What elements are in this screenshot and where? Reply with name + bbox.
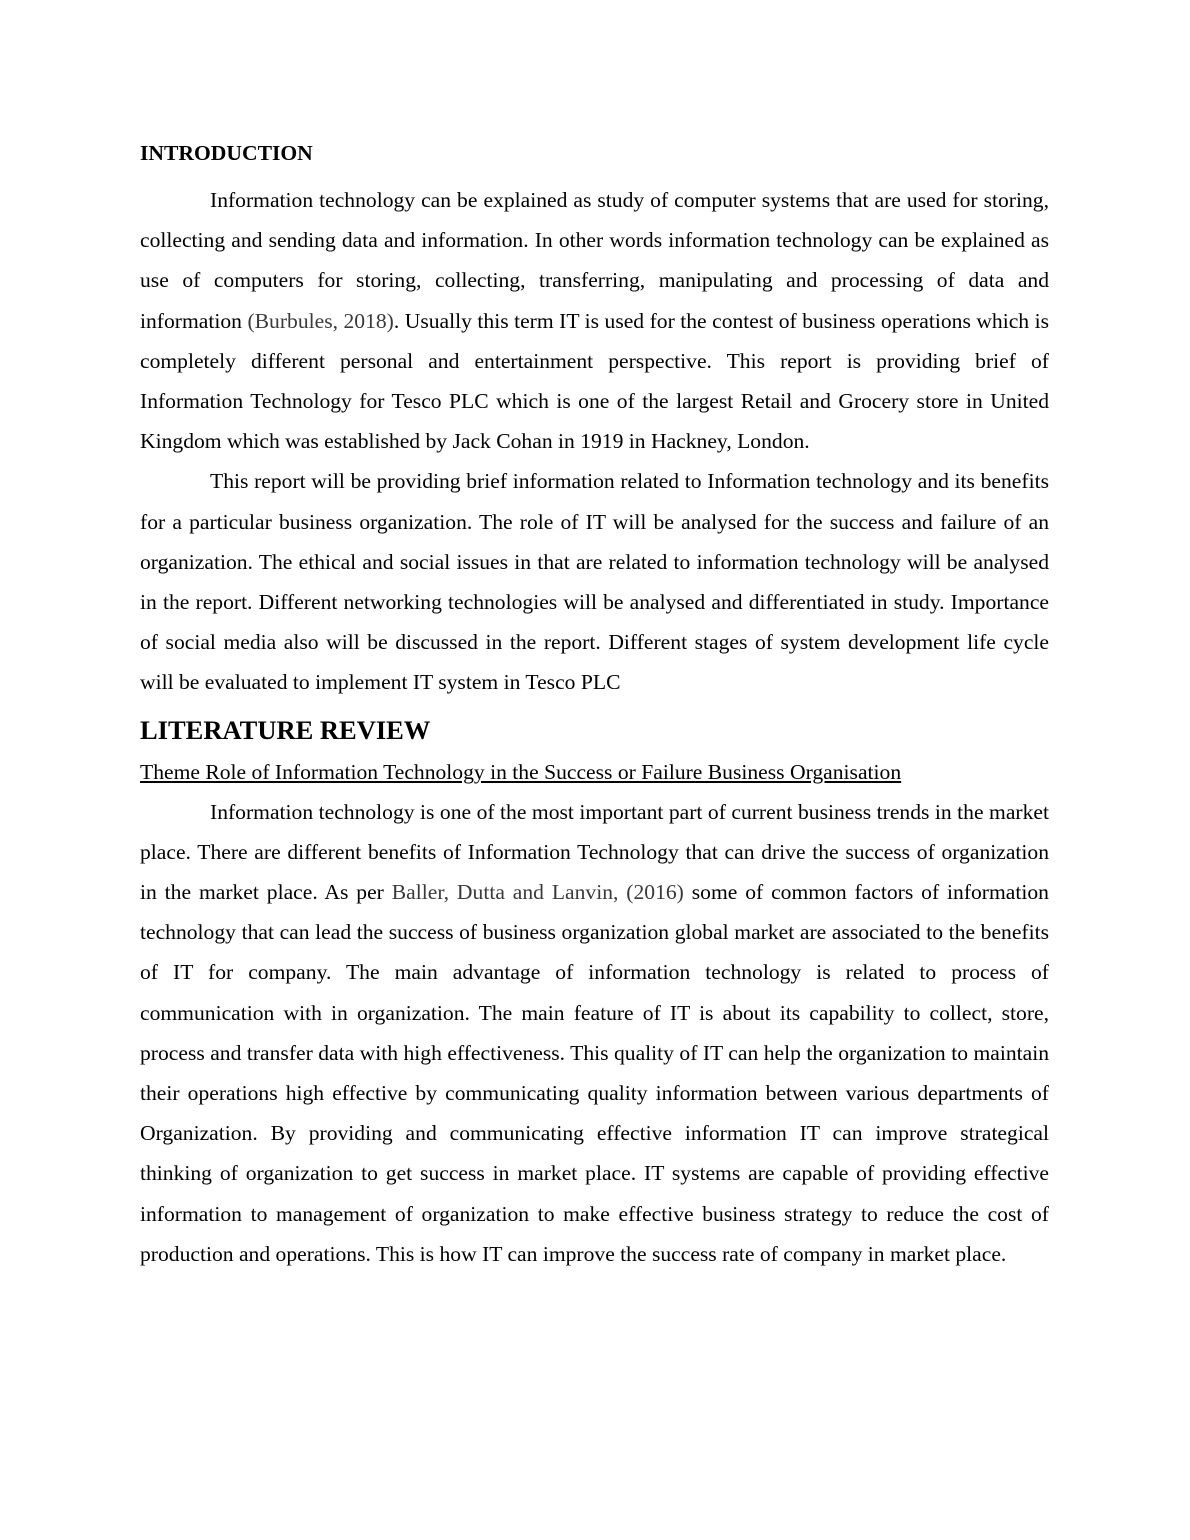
literature-review-heading: LITERATURE REVIEW bbox=[140, 714, 431, 745]
introduction-paragraph-1-text-b: . Usually this term IT is used for the contest of business operations which is completely different personal and entertainment perspective. This report is providing brief of Information Technology for Tesco PLC which is one of the largest Retail and Grocery store in United Kingdom which was established by Jack Cohan in 1919 in Hackney, London. bbox=[140, 308, 1049, 454]
introduction-paragraph-1-text-a: Information technology can be explained as study of computer systems that are used for storing, collecting and sending data and information. In other words information technology can be explained as use of computers for storing, collecting, transferring, manipulating and processing of data and information bbox=[140, 188, 1049, 333]
literature-review-paragraph-1-text-a: Information technology is one of the most important part of current business trends in the market place. There are different benefits of Information Technology that can drive the success of organization in the market place. As per bbox=[140, 799, 1049, 905]
introduction-heading: INTRODUCTION bbox=[140, 141, 313, 165]
literature-review-paragraph-1 bbox=[140, 792, 1049, 1274]
citation-burbules: (Burbules, 2018) bbox=[247, 308, 394, 333]
theme-subheading: Theme Role of Information Technology in the Success or Failure Business Organisation bbox=[140, 759, 902, 784]
citation-baller-dutta-lanvin: Baller, Dutta and Lanvin, (2016) bbox=[391, 880, 684, 905]
introduction-paragraph-2: This report will be providing brief information related to Information technology and its benefits for a particular business organization. The role of IT will be analysed for the success and failure of an organization. The ethical and social issues in that are related to information technology will be analysed in the report. Different networking technologies will be analysed and differentiated in study. Importance of social media also will be discussed in the report. Different stages of system development life cycle will be evaluated to implement IT system in Tesco PLC bbox=[140, 469, 1049, 695]
introduction-paragraph-1 bbox=[140, 180, 1049, 461]
document-page bbox=[140, 138, 1049, 1274]
literature-review-paragraph-1-text-b: some of common factors of information technology that can lead the success of business organization global market are associated to the benefits of IT for company. The main advantage of information technology is related to process of communication with in organization. The main feature of IT is about its capability to collect, store, process and transfer data with high effectiveness. This quality of IT can help the organization to maintain their operations high effective by communicating quality information between various departments of Organization. By providing and communicating effective information IT can improve strategical thinking of organization to get success in market place. IT systems are capable of providing effective information to management of organization to make effective business strategy to reduce the cost of production and operations. This is how IT can improve the success rate of company in market place. bbox=[140, 880, 1049, 1266]
